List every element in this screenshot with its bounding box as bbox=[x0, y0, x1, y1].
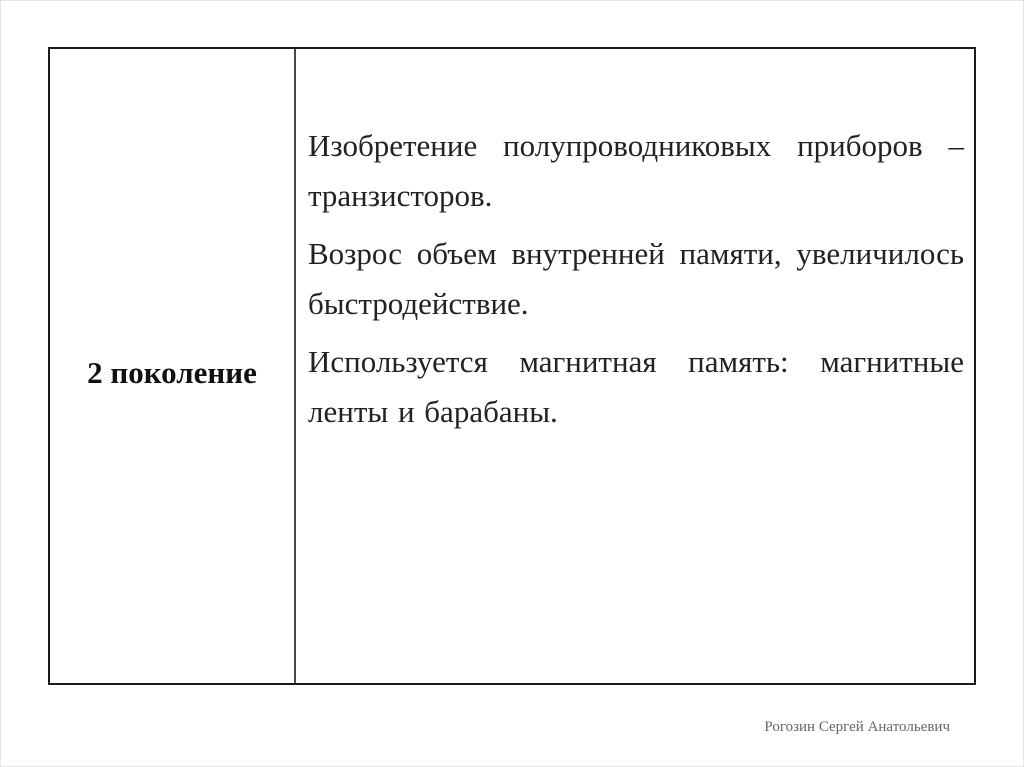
fact-memory-speed: Возрос объем внутренней памяти, увеличилось быстродействие. bbox=[308, 236, 964, 321]
fact-magnetic-memory: Используется магнитная память: магнитные ленты и барабаны. bbox=[308, 344, 964, 429]
generation-cell bbox=[50, 49, 296, 683]
description-cell bbox=[296, 49, 974, 683]
author-footer: Рогозин Сергей Анатольевич bbox=[764, 719, 950, 735]
generation-table bbox=[48, 47, 976, 685]
generation-label: 2 поколение bbox=[87, 355, 257, 390]
fact-transistors: Изобретение полупроводниковых приборов – транзисторов. bbox=[308, 128, 964, 213]
